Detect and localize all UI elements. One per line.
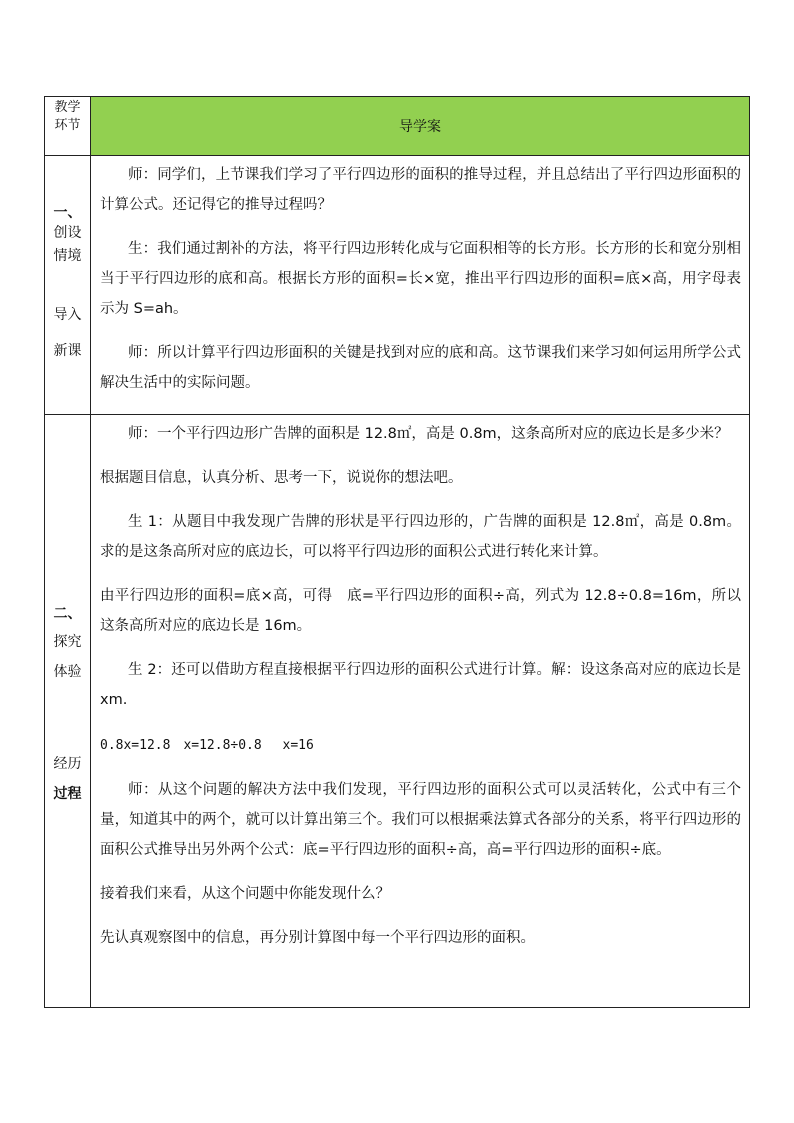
section-2-paragraph: 生 1：从题目中我发现广告牌的形状是平行四边形的，广告牌的面积是 12.8㎡，高是 0.8m。求的是这条高所对应的底边长，可以将平行四边形的面积公式进行转化来计算。 bbox=[100, 514, 741, 560]
header-guide-title: 导学案 bbox=[399, 119, 441, 135]
section-2-side-text: 探究 bbox=[53, 634, 82, 650]
section-1-paragraph: 师：所以计算平行四边形面积的关键是找到对应的底和高。这节课我们来学习如何运用所学公式解决生活中的实际问题。 bbox=[100, 345, 741, 391]
section-2-paragraph: 生 2：还可以借助方程直接根据平行四边形的面积公式进行计算。解：设这条高对应的底边长是 xm. bbox=[100, 662, 741, 708]
section-row-1 bbox=[45, 156, 750, 415]
section-2-paragraph: 师：一个平行四边形广告牌的面积是 12.8㎡，高是 0.8m，这条高所对应的底边长是多少米？ bbox=[128, 426, 729, 442]
section-2-side-text: 过程 bbox=[53, 786, 82, 802]
section-2-content bbox=[91, 415, 750, 1008]
section-1-side-text: 新课 bbox=[53, 343, 82, 359]
section-2-paragraph: 根据题目信息，认真分析、思考一下，说说你的想法吧。 bbox=[100, 470, 463, 486]
section-1-paragraph: 生：我们通过割补的方法，将平行四边形转化成与它面积相等的长方形。长方形的长和宽分别相当于平行四边形的底和高。根据长方形的面积=长×宽，推出平行四边形的面积=底×高，用字母表示为 S=ah。 bbox=[100, 241, 741, 317]
header-cell-stage bbox=[45, 97, 91, 156]
header-stage-line2: 环节 bbox=[54, 118, 81, 133]
section-1-side-text: 导入 bbox=[53, 307, 82, 323]
lesson-plan-table bbox=[44, 96, 750, 1008]
section-2-formula: 0.8x=12.8 x=12.8÷0.8 x=16 bbox=[100, 738, 314, 753]
header-stage-line1: 教学 bbox=[54, 100, 81, 115]
section-2-side-text: 经历 bbox=[53, 756, 82, 772]
table-header-row bbox=[45, 97, 750, 156]
section-2-paragraph: 由平行四边形的面积=底×高，可得 底=平行四边形的面积÷高，列式为 12.8÷0.8=16m，所以这条高所对应的底边长是 16m。 bbox=[100, 588, 741, 634]
section-1-number: 一、 bbox=[53, 205, 82, 221]
section-2-side-text: 体验 bbox=[53, 664, 82, 680]
section-2-paragraph: 先认真观察图中的信息，再分别计算图中每一个平行四边形的面积。 bbox=[100, 930, 535, 946]
section-1-side-text: 情境 bbox=[53, 248, 82, 264]
header-cell-guide bbox=[91, 97, 750, 156]
section-2-number: 二、 bbox=[53, 606, 82, 622]
section-row-2 bbox=[45, 415, 750, 1008]
section-1-paragraph: 师：同学们，上节课我们学习了平行四边形的面积的推导过程，并且总结出了平行四边形面积的计算公式。还记得它的推导过程吗？ bbox=[100, 167, 741, 213]
section-1-side-label bbox=[45, 156, 91, 415]
section-2-paragraph: 接着我们来看，从这个问题中你能发现什么？ bbox=[100, 886, 390, 902]
section-2-paragraph: 师：从这个问题的解决方法中我们发现，平行四边形的面积公式可以灵活转化，公式中有三个量，知道其中的两个，就可以计算出第三个。我们可以根据乘法算式各部分的关系，将平行四边形的面积公式推导出另外两个公式：底=平行四边形的面积÷高，高=平行四边形的面积÷底。 bbox=[100, 782, 741, 858]
section-2-side-label bbox=[45, 415, 91, 1008]
section-1-content bbox=[91, 156, 750, 415]
section-1-side-text: 创设 bbox=[53, 225, 82, 241]
